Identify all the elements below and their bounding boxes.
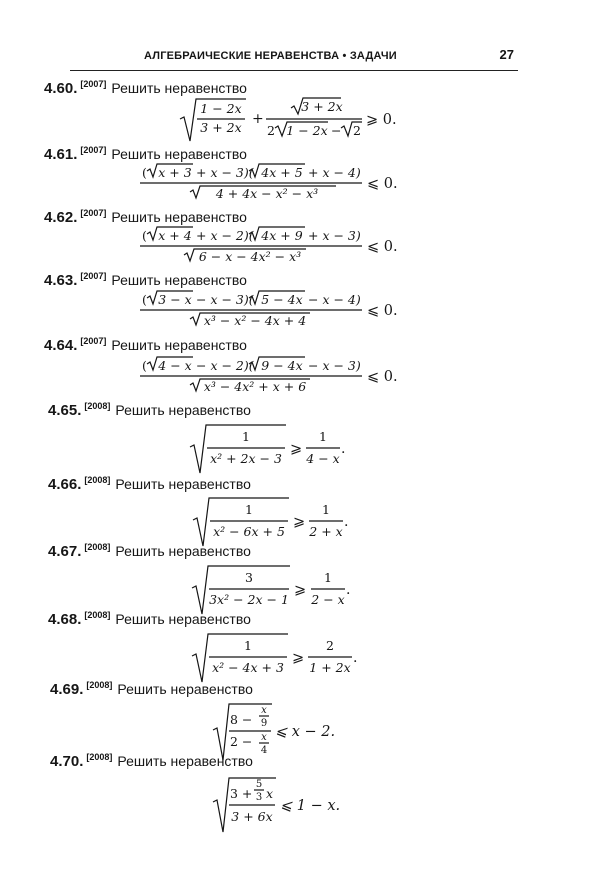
problem-year: [2007] <box>80 336 107 346</box>
fraction-numerator: 1 <box>244 638 252 653</box>
numerator-tail: + x − 4) <box>308 165 361 180</box>
numerator-radicand: 4x + 5 <box>261 165 303 180</box>
rhs-numerator: 1 <box>319 429 327 444</box>
problem-year: [2008] <box>84 475 111 485</box>
inequality-relation: ⩽ 1 − x. <box>280 798 341 814</box>
problem-label <box>50 752 253 771</box>
formula-4-62 <box>0 225 600 269</box>
fraction-denominator: x² − 4x + 3 <box>212 660 284 675</box>
numerator-radicand: 3 + 2x <box>301 99 343 114</box>
formula-4-64 <box>0 355 600 399</box>
numerator-radicand: 4x + 9 <box>261 228 303 243</box>
fraction-denominator: x² − 6x + 5 <box>213 524 285 539</box>
fraction-numerator: 1 <box>242 429 250 444</box>
fraction-numerator: 1 − 2x <box>200 101 242 116</box>
problem-label <box>44 336 247 355</box>
denominator-term: 2 − <box>230 734 253 749</box>
formula-4-63 <box>0 289 600 333</box>
rhs-denominator: 2 + x <box>309 524 343 539</box>
rhs-numerator: 1 <box>324 570 332 585</box>
numerator-middle: − x − 3)( <box>196 292 254 307</box>
fraction-numerator: 1 <box>245 502 253 517</box>
inequality-relation: ⩾ <box>293 514 306 530</box>
problem-text: Решить неравенство <box>115 402 251 418</box>
numerator-middle: + x − 3)( <box>196 165 254 180</box>
problem-label <box>50 680 253 699</box>
inequality-relation: ⩾ <box>290 441 303 457</box>
period: . <box>353 650 358 666</box>
running-header <box>70 46 518 71</box>
problem-label <box>48 401 251 420</box>
numerator-radicand: 4 − x <box>158 358 192 373</box>
problem-text: Решить неравенство <box>115 476 251 492</box>
nested-denominator: 9 <box>260 718 268 729</box>
problem-text: Решить неравенство <box>111 80 247 96</box>
page-number: 27 <box>499 47 514 62</box>
plus-sign: + <box>252 111 264 127</box>
problem-text: Решить неравенство <box>111 272 247 288</box>
denominator-radicand: 1 − 2x <box>286 123 328 138</box>
formula-4-70 <box>0 772 600 838</box>
numerator-tail: − x − 3) <box>308 358 361 373</box>
problem-number: 4.63. <box>44 272 78 289</box>
open-paren: ( <box>142 292 147 307</box>
problem-year: [2008] <box>84 401 111 411</box>
fraction-denominator: 3 + 2x <box>200 120 242 135</box>
denominator-coefficient: 2 <box>267 123 275 138</box>
rhs-denominator: 4 − x <box>306 451 340 466</box>
fraction-denominator: x² + 2x − 3 <box>210 451 282 466</box>
inequality-relation: ⩾ <box>294 582 307 598</box>
open-paren: ( <box>142 358 147 373</box>
problem-text: Решить неравенство <box>117 681 253 697</box>
problem-text: Решить неравенство <box>111 146 247 162</box>
numerator-term: 8 − <box>230 712 253 727</box>
inequality-relation: ⩽ 0. <box>367 176 398 192</box>
open-paren: ( <box>142 228 147 243</box>
rhs-denominator: 2 − x <box>311 592 345 607</box>
nested-denominator: 4 <box>260 745 268 756</box>
period: . <box>341 441 346 457</box>
header-title: АЛГЕБРАИЧЕСКИЕ НЕРАВЕНСТВА • ЗАДАЧИ <box>144 50 397 62</box>
nested-denominator: 3 <box>255 792 263 803</box>
problem-text: Решить неравенство <box>115 611 251 627</box>
period: . <box>344 514 349 530</box>
problem-text: Решить неравенство <box>117 753 253 769</box>
minus-sign: − <box>331 123 342 138</box>
problem-text: Решить неравенство <box>111 337 247 353</box>
problem-text: Решить неравенство <box>115 543 251 559</box>
denominator-radicand: 2 <box>353 123 361 138</box>
inequality-relation: ⩽ 0. <box>367 303 398 319</box>
numerator-radicand: 9 − 4x <box>261 358 303 373</box>
problem-year: [2007] <box>80 79 107 89</box>
problem-text: Решить неравенство <box>111 209 247 225</box>
problem-year: [2008] <box>86 752 113 762</box>
problem-number: 4.62. <box>44 209 78 226</box>
problem-number: 4.68. <box>48 611 82 628</box>
numerator-middle: − x − 2)( <box>196 358 254 373</box>
numerator-tail: − x − 4) <box>308 292 361 307</box>
problem-number: 4.60. <box>44 80 78 97</box>
formula-4-61 <box>0 162 600 206</box>
problem-label <box>48 542 251 561</box>
numerator-middle: + x − 2)( <box>196 228 254 243</box>
nested-numerator: x <box>261 732 267 743</box>
denominator-radicand: 4 + 4x − x² − x³ <box>215 186 319 201</box>
inequality-relation: ⩽ 0. <box>367 239 398 255</box>
denominator-radicand: x³ − 4x² + x + 6 <box>203 379 307 394</box>
problem-year: [2007] <box>80 145 107 155</box>
fraction-denominator: 3x² − 2x − 1 <box>209 592 289 607</box>
rhs-denominator: 1 + 2x <box>309 660 351 675</box>
nested-numerator: 5 <box>255 779 263 790</box>
problem-year: [2007] <box>80 208 107 218</box>
numerator-radicand: x + 4 <box>158 228 192 243</box>
numerator-term: 3 + <box>230 786 253 801</box>
inequality-relation: ⩽ 0. <box>367 369 398 385</box>
fraction-denominator: 3 + 6x <box>231 809 273 824</box>
rhs-numerator: 1 <box>322 502 330 517</box>
inequality-relation: ⩾ <box>292 650 305 666</box>
numerator-radicand: x + 3 <box>158 165 192 180</box>
problem-number: 4.70. <box>50 753 84 770</box>
nested-numerator: x <box>261 705 267 716</box>
fraction-numerator: 3 <box>245 570 253 585</box>
numerator-tail: + x − 3) <box>308 228 361 243</box>
problem-label <box>44 271 247 290</box>
numerator-radicand: 3 − x <box>158 292 192 307</box>
problem-number: 4.66. <box>48 476 82 493</box>
problem-year: [2008] <box>84 542 111 552</box>
denominator-radicand: 6 − x − 4x² − x³ <box>198 249 302 264</box>
problem-number: 4.64. <box>44 337 78 354</box>
numerator-radicand: 5 − 4x <box>261 292 303 307</box>
problem-year: [2007] <box>80 271 107 281</box>
rhs-numerator: 2 <box>326 638 334 653</box>
formula-4-65 <box>0 421 600 481</box>
inequality-relation: ⩽ x − 2. <box>275 724 336 740</box>
denominator-radicand: x³ − x² − 4x + 4 <box>203 313 307 328</box>
problem-label <box>48 475 251 494</box>
problem-year: [2008] <box>86 680 113 690</box>
problem-label <box>48 610 251 629</box>
period: . <box>346 582 351 598</box>
problem-year: [2008] <box>84 610 111 620</box>
problem-number: 4.67. <box>48 543 82 560</box>
numerator-variable: x <box>266 786 274 801</box>
problem-number: 4.69. <box>50 681 84 698</box>
inequality-relation: ⩾ 0. <box>366 112 397 128</box>
open-paren: ( <box>142 165 147 180</box>
problem-number: 4.65. <box>48 402 82 419</box>
problem-number: 4.61. <box>44 146 78 163</box>
